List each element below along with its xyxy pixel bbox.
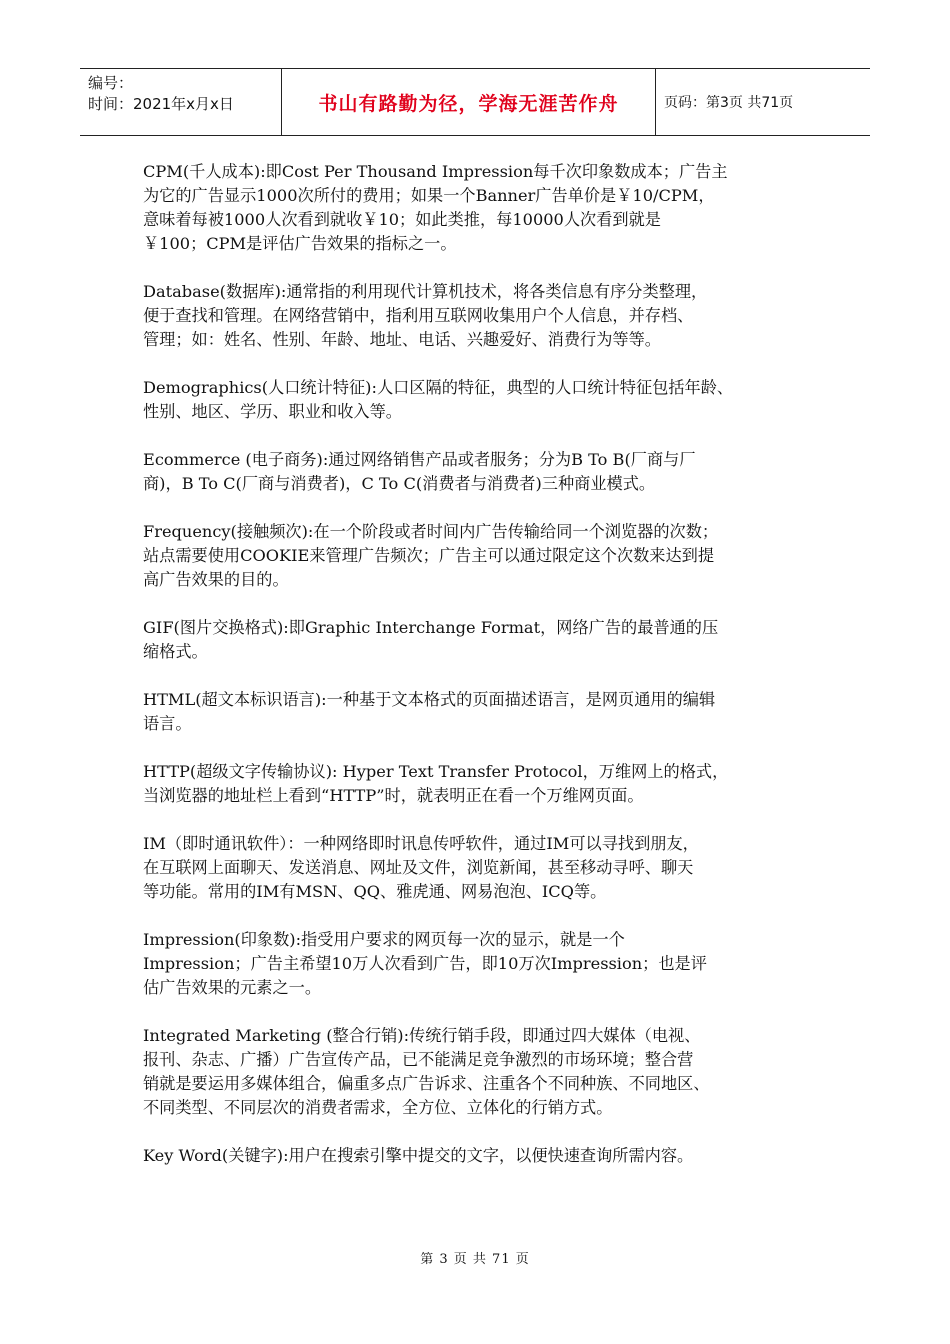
glossary-entry-integrated-marketing: Integrated Marketing (整合行销):传统行销手段，即通过四大媒体（电视、 报刊、杂志、广播）广告宣传产品，已不能满足竞争激烈的市场环境；整合营 销就是要运用多媒体组合，偏重多点广告诉求、注重各个不同种族、不同地区、 不同类型、不同层次的消费者需求，全方位、立体化的行销方式。 [143,1026,710,1117]
glossary-entry-html: HTML(超文本标识语言):一种基于文本格式的页面描述语言，是网页通用的编辑 语言。 [143,690,716,733]
glossary-entry-cpm: CPM(千人成本):即Cost Per Thousand Impression每千次印象数成本；广告主 为它的广告显示1000次所付的费用；如果一个Banner广告单价是￥10/CPM， 意味着每被1000人次看到就收￥10；如此类推，每10000人次看到就是 ￥100；CPM是评估广告效果的指标之一。 [143,162,728,253]
glossary-entry-impression: Impression(印象数):指受用户要求的网页每一次的显示，就是一个 Impression；广告主希望10万人次看到广告，即10万次Impression；也是评 估广告效果的元素之一。 [143,930,707,997]
glossary-entry-gif: GIF(图片交换格式):即Graphic Interchange Format，网络广告的最普通的压 缩格式。 [143,618,719,661]
page-footer: 第 3 页 共 71 页 [420,1252,530,1267]
glossary-entry-ecommerce: Ecommerce (电子商务):通过网络销售产品或者服务；分为B To B(厂商与厂 商)，B To C(厂商与消费者)，C To C(消费者与消费者)三种商业模式。 [143,450,696,493]
glossary-entry-database: Database(数据库):通常指的利用现代计算机技术，将各类信息有序分类整理， 便于查找和管理。在网络营销中，指利用互联网收集用户个人信息，并存档、 管理；如：姓名、性别、年龄、地址、电话、兴趣爱好、消费行为等等。 [143,282,708,349]
glossary-entry-im: IM（即时通讯软件）：一种网络即时讯息传呼软件，通过IM可以寻找到朋友， 在互联网上面聊天、发送消息、网址及文件，浏览新闻，甚至移动寻呼、聊天 等功能。常用的IM有MSN、QQ、雅虎通、网易泡泡、ICQ等。 [143,834,699,901]
document-body [143,160,823,1192]
glossary-entry-key-word: Key Word(关键字):用户在搜索引擎中提交的文字，以便快速查询所需内容。 [143,1146,694,1165]
glossary-entry-frequency: Frequency(接触频次):在一个阶段或者时间内广告传输给同一个浏览器的次数； 站点需要使用COOKIE来管理广告频次；广告主可以通过限定这个次数来达到提 高广告效果的目的。 [143,522,719,589]
glossary-entry-demographics: Demographics(人口统计特征):人口区隔的特征，典型的人口统计特征包括年龄、 性别、地区、学历、职业和收入等。 [143,378,734,421]
number-label: 编号： [88,74,134,92]
glossary-entry-http: HTTP(超级文字传输协议): Hyper Text Transfer Protocol，万维网上的格式， 当浏览器的地址栏上看到“HTTP”时，就表明正在看一个万维网页面。 [143,762,729,805]
header-meta [80,69,282,135]
page-header [80,68,870,136]
header-page-info: 页码：第3页 共71页 [664,95,794,111]
header-motto: 书山有路勤为径，学海无涯苦作舟 [282,69,656,135]
date-label: 时间：2021年x月x日 [88,95,234,113]
